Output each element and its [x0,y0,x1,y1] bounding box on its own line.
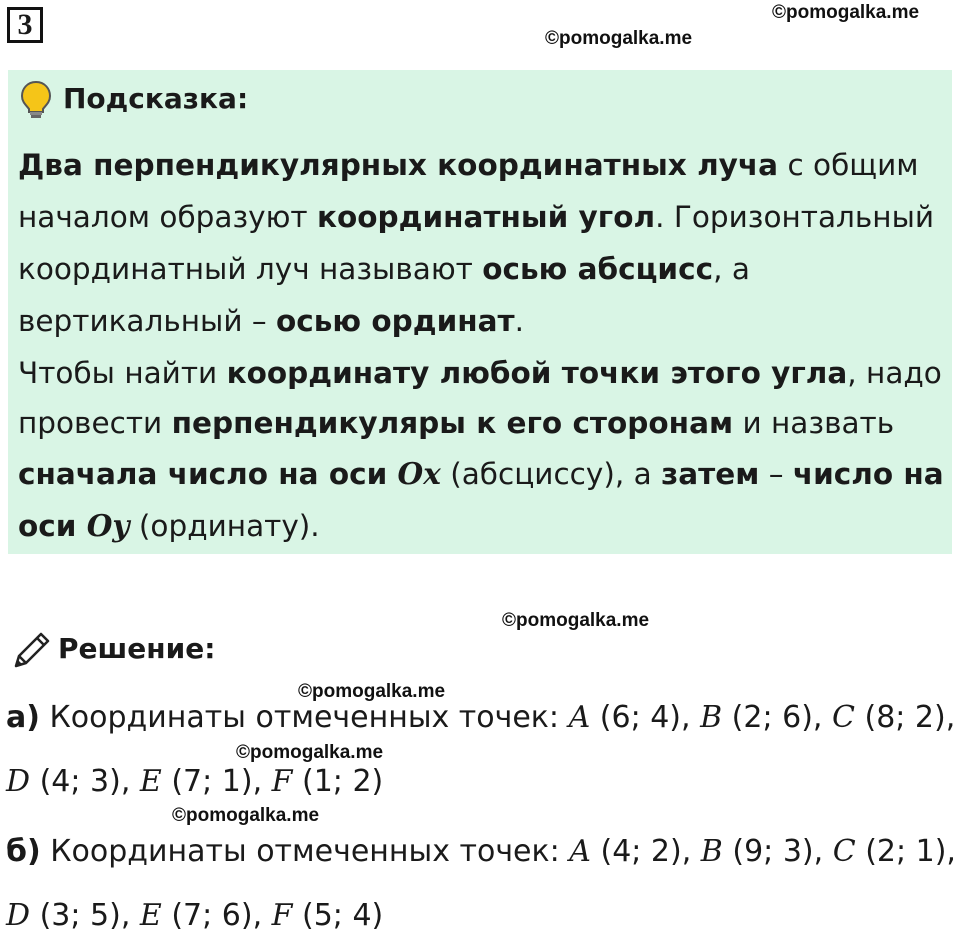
watermark: ©pomogalka.me [172,805,320,826]
watermark: ©pomogalka.me [298,681,446,702]
answer-b-line-1: б) Координаты отмеченных точек: A (4; 2), B (9; 3), C (2; 1), [6,834,956,869]
answer-a-line-2: D (4; 3), E (7; 1), F (1; 2) [6,764,384,799]
hint-line: провести перпендикуляры к его сторонам и назвать [18,406,895,440]
hint-line: Чтобы найти координату любой точки этого угла, надо [18,356,942,390]
hint-line: Два перпендикулярных координатных луча с общим [18,148,919,182]
pencil-icon [10,628,54,679]
hint-title-label: Подсказка: [63,82,249,115]
hint-line: координатный луч называют осью абсцисс, а [18,252,750,286]
watermark: ©pomogalka.me [502,610,650,631]
hint-line: сначала число на оси Ox (абсциссу), а затем – число на [18,456,944,491]
hint-line: вертикальный – осью ординат. [18,304,525,338]
answer-b-line-2: D (3; 5), E (7; 6), F (5; 4) [6,898,384,933]
solution-title-label: Решение: [58,632,216,665]
watermark: ©pomogalka.me [772,2,920,23]
hint-line: началом образуют координатный угол. Горизонтальный [18,200,935,234]
answer-a-line-1: а) Координаты отмеченных точек: A (6; 4), B (2; 6), C (8; 2), [6,700,956,735]
hint-line: оси Oy (ординату). [18,508,320,543]
watermark: ©pomogalka.me [236,742,384,763]
watermark: ©pomogalka.me [545,28,693,49]
lightbulb-icon [20,80,52,127]
problem-number: 3 [7,7,43,43]
